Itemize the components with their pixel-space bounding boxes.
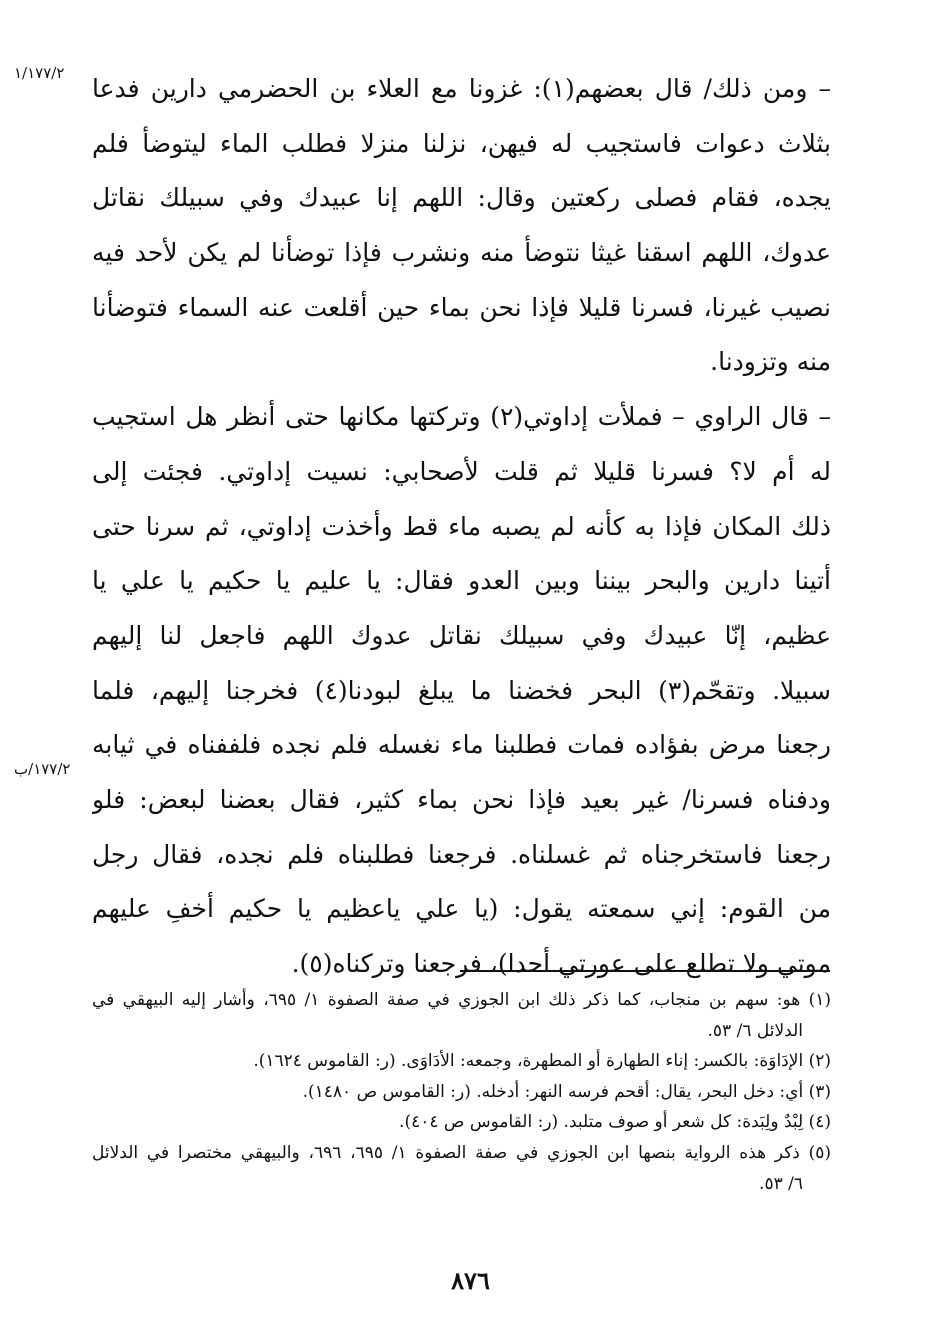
footnote-line: (٥) ذكر هذه الرواية بنصها ابن الجوزي في صفة الصفوة ١/ ٦٩٥، ٦٩٦، والبيهقي مختصرا في الدلائل bbox=[92, 1142, 831, 1163]
text-line: منه وتزودنا. bbox=[710, 347, 831, 377]
text-line: من القوم: إني سمعته يقول: (يا علي ياعظيم يا حكيم أخفِ عليهم bbox=[92, 894, 831, 924]
footnote-line: (٣) أي: دخل البحر، يقال: أقحم فرسه النهر: أدخله. (ر: القاموس ص ١٤٨٠). bbox=[302, 1081, 831, 1102]
text-line: رجعنا فاستخرجناه ثم غسلناه. فرجعنا فطلبناه فلم نجده، فقال رجل bbox=[92, 839, 831, 869]
text-line: موتي ولا تطلع على عورتي أحدا)، فرجعنا وتركناه(٥). bbox=[291, 949, 831, 978]
text-line: – ومن ذلك/ قال بعضهم(١): غزونا مع العلاء بن الحضرمي دارين فدعا bbox=[92, 74, 831, 103]
footnote-line: (١) هو: سهم بن منجاب، كما ذكر ذلك ابن الجوزي في صفة الصفوة ١/ ٦٩٥، وأشار إليه البيهقي في bbox=[92, 990, 831, 1010]
footnote-line: ٦/ ٥٣. bbox=[759, 1173, 803, 1194]
text-line: بثلاث دعوات فاستجيب له فيهن، نزلنا منزلا فطلب الماء ليتوضأ فلم bbox=[92, 128, 831, 158]
text-line: – قال الراوي – فملأت إداوتي(٢) وتركتها مكانها حتى أنظر هل استجيب bbox=[92, 402, 831, 432]
text-line: عظيم، إنّا عبيدك وفي سبيلك نقاتل عدوك اللهم فاجعل لنا إليهم bbox=[92, 620, 831, 650]
footnotes-block bbox=[92, 985, 831, 1199]
text-line: رجعنا مرض بفؤاده فمات فطلبنا ماء نغسله فلم نجده فلففناه في ثيابه bbox=[92, 730, 831, 760]
footnote-line: الدلائل ٦/ ٥٣. bbox=[707, 1020, 803, 1041]
text-line: نصيب غيرنا، فسرنا قليلا فإذا نحن بماء حين أقلعت عنه السماء فتوضأنا bbox=[92, 292, 831, 322]
text-line: سبيلا. وتقحّم(٣) البحر فخضنا ما يبلغ لبودنا(٤) فخرجنا إليهم، فلما bbox=[92, 675, 831, 705]
margin-folio-note-middle: ١٧٧/٢/ب bbox=[14, 760, 71, 778]
text-line: أتينا دارين والبحر بيننا وبين العدو فقال: يا عليم يا حكيم يا علي يا bbox=[92, 566, 831, 596]
margin-folio-note-top: ١/١٧٧/٢ bbox=[14, 64, 65, 82]
text-line: عدوك، اللهم اسقنا غيثا نتوضأ منه ونشرب فإذا توضأنا لم يكن لأحد فيه bbox=[92, 238, 831, 268]
text-line: له أم لا؟ فسرنا قليلا ثم قلت لأصحابي: نسيت إداوتي. فجئت إلى bbox=[92, 456, 831, 486]
main-text-block bbox=[92, 62, 831, 992]
text-line: ودفناه فسرنا/ غير بعيد فإذا نحن بماء كثير، فقال بعضنا لبعض: فلو bbox=[92, 784, 831, 814]
footnote-separator bbox=[460, 970, 830, 972]
footnote-line: (٢) الإدَاوَة: بالكسر: إناء الطهارة أو المطهرة، وجمعه: الأدَاوَى. (ر: القاموس ١٦٢٤). bbox=[253, 1051, 831, 1072]
text-line: يجده، فقام فصلى ركعتين وقال: اللهم إنا عبيدك وفي سبيلك نقاتل bbox=[92, 183, 831, 213]
footnote-line: (٤) لِبْدٌ ولِبَدة: كل شعر أو صوف متلبد. (ر: القاموس ص ٤٠٤). bbox=[399, 1112, 831, 1133]
text-line: ذلك المكان فإذا به كأنه لم يصبه ماء قط وأخذت إداوتي، ثم سرنا حتى bbox=[92, 511, 831, 541]
page-number: ٨٧٦ bbox=[451, 1266, 490, 1295]
